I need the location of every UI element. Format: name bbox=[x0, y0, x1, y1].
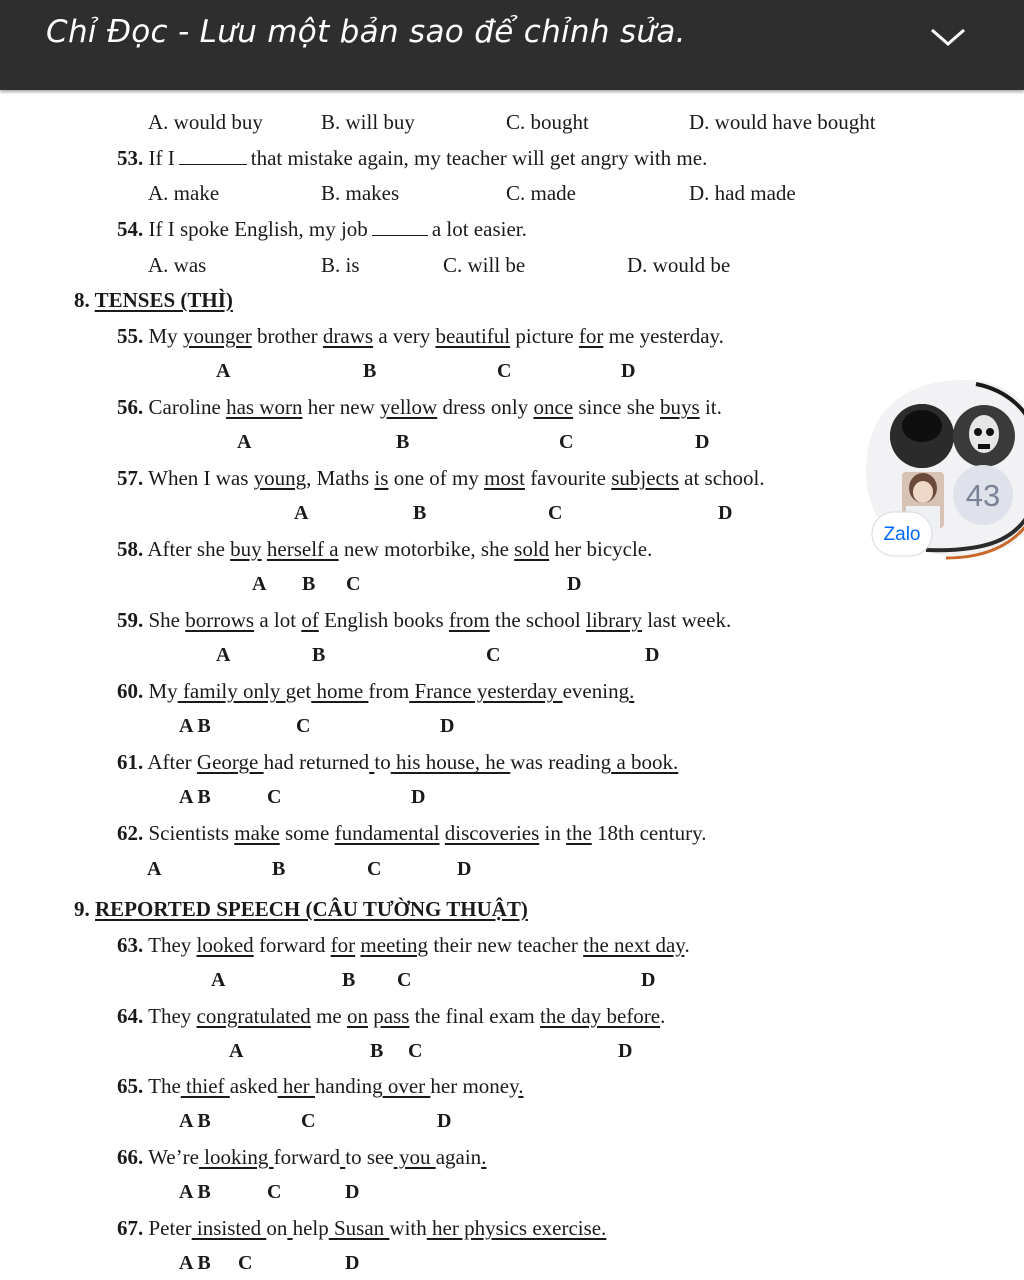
text-segment: new motorbike, she bbox=[338, 537, 515, 561]
question-number: 67. bbox=[117, 1216, 144, 1240]
text-segment: Peter bbox=[148, 1216, 192, 1240]
option-d: D. would be bbox=[627, 253, 731, 277]
marker-d: D bbox=[345, 1252, 360, 1274]
zalo-logo[interactable] bbox=[872, 512, 932, 556]
text-segment: 18th century. bbox=[591, 821, 707, 845]
question-62 bbox=[117, 820, 706, 846]
underlined-segment: younger bbox=[182, 324, 252, 348]
underlined-segment: meeting bbox=[360, 933, 429, 957]
underlined-segment: buys bbox=[660, 395, 700, 419]
marker-a: A bbox=[252, 573, 267, 595]
marker-ab: A B bbox=[179, 786, 211, 808]
underlined-segment: a book. bbox=[611, 750, 679, 774]
question-59 bbox=[117, 607, 731, 633]
marker-d: D bbox=[440, 715, 455, 737]
text-segment: The bbox=[148, 1074, 181, 1098]
marker-ab: A B bbox=[179, 715, 211, 737]
text-segment: her new bbox=[302, 395, 381, 419]
text-segment: me bbox=[310, 1004, 347, 1028]
text-segment: a lot bbox=[254, 608, 302, 632]
text-segment: get bbox=[285, 679, 312, 703]
question-text: a lot easier. bbox=[431, 217, 527, 241]
underlined-segment: George bbox=[196, 750, 264, 774]
marker-c: C bbox=[559, 431, 574, 453]
question-66 bbox=[117, 1144, 486, 1170]
marker-d: D bbox=[718, 502, 733, 524]
marker-d: D bbox=[567, 573, 582, 595]
option-d: D. had made bbox=[689, 181, 796, 205]
underlined-segment: buy bbox=[230, 537, 262, 561]
question-number: 59. bbox=[117, 608, 144, 632]
marker-c: C bbox=[548, 502, 563, 524]
underlined-segment: yellow bbox=[380, 395, 438, 419]
underlined-segment: library bbox=[585, 608, 642, 632]
underlined-segment: of bbox=[301, 608, 319, 632]
marker-a: A bbox=[147, 858, 162, 880]
contact-avatar[interactable] bbox=[953, 405, 1015, 467]
marker-c: C bbox=[346, 573, 361, 595]
zalo-bubble-graphic[interactable] bbox=[866, 380, 1024, 560]
marker-c: C bbox=[238, 1252, 253, 1274]
marker-b: B bbox=[363, 360, 377, 382]
underlined-segment: looked bbox=[196, 933, 254, 957]
section-heading-reported-speech bbox=[74, 896, 528, 922]
question-55 bbox=[117, 323, 724, 349]
underlined-segment: once bbox=[533, 395, 574, 419]
underlined-segment: has worn bbox=[226, 395, 303, 419]
underlined-segment: discoveries bbox=[444, 821, 540, 845]
text-segment: to see bbox=[345, 1145, 394, 1169]
question-number: 60. bbox=[117, 679, 144, 703]
question-number: 56. bbox=[117, 395, 144, 419]
text-segment: Caroline bbox=[148, 395, 227, 419]
text-segment: , Maths bbox=[306, 466, 375, 490]
text-segment: My bbox=[148, 324, 183, 348]
marker-ab: A B bbox=[179, 1181, 211, 1203]
text-segment: She bbox=[148, 608, 186, 632]
underlined-segment: France yesterday bbox=[409, 679, 563, 703]
marker-d: D bbox=[618, 1040, 633, 1062]
section-number: 8. bbox=[74, 288, 90, 312]
section-title: REPORTED SPEECH (CÂU TƯỜNG THUẬT) bbox=[95, 897, 528, 921]
underlined-segment: congratulated bbox=[196, 1004, 311, 1028]
marker-b: B bbox=[302, 573, 316, 595]
marker-a: A bbox=[216, 644, 231, 666]
text-segment: since she bbox=[573, 395, 660, 419]
underlined-segment: draws bbox=[322, 324, 374, 348]
text-segment: it. bbox=[699, 395, 722, 419]
zalo-chat-bubble[interactable] bbox=[866, 380, 1024, 560]
question-60 bbox=[117, 678, 634, 704]
marker-c: C bbox=[497, 360, 512, 382]
marker-c: C bbox=[486, 644, 501, 666]
text-segment: brother bbox=[251, 324, 323, 348]
contact-avatar[interactable] bbox=[890, 404, 954, 468]
text-segment: handing bbox=[314, 1074, 383, 1098]
option-a: A. was bbox=[148, 253, 207, 277]
text-segment: We’re bbox=[148, 1145, 199, 1169]
underlined-segment: pass bbox=[373, 1004, 410, 1028]
text-segment: forward bbox=[273, 1145, 341, 1169]
question-text: If I spoke English, my job bbox=[148, 217, 368, 241]
underlined-segment: home bbox=[311, 679, 369, 703]
underlined-segment: herself a bbox=[266, 537, 339, 561]
marker-a: A bbox=[216, 360, 231, 382]
text-segment: When I was bbox=[148, 466, 254, 490]
text-segment: English books bbox=[318, 608, 449, 632]
underlined-segment: subjects bbox=[611, 466, 679, 490]
text-segment: again bbox=[435, 1145, 482, 1169]
text-segment: on bbox=[266, 1216, 288, 1240]
text-segment: their new teacher bbox=[428, 933, 584, 957]
marker-c: C bbox=[301, 1110, 316, 1132]
zalo-label: Zalo bbox=[883, 524, 921, 545]
text-segment: help bbox=[292, 1216, 329, 1240]
marker-c: C bbox=[267, 786, 282, 808]
question-number: 54. bbox=[117, 217, 144, 241]
underlined-segment: young bbox=[253, 466, 307, 490]
marker-a: A bbox=[211, 969, 226, 991]
text-segment: the school bbox=[489, 608, 586, 632]
option-b: B. is bbox=[321, 253, 360, 277]
text-segment: Scientists bbox=[148, 821, 235, 845]
marker-a: A bbox=[237, 431, 252, 453]
underlined-segment: insisted bbox=[191, 1216, 267, 1240]
question-number: 64. bbox=[117, 1004, 144, 1028]
answer-blank bbox=[179, 146, 247, 165]
unread-count: 43 bbox=[965, 478, 1001, 513]
text-segment: evening bbox=[562, 679, 630, 703]
underlined-segment: . bbox=[518, 1074, 524, 1098]
underlined-segment: . bbox=[481, 1145, 487, 1169]
text-segment: They bbox=[148, 933, 197, 957]
text-segment: her bicycle. bbox=[549, 537, 653, 561]
text-segment: was reading bbox=[510, 750, 612, 774]
text-segment: forward bbox=[253, 933, 331, 957]
underlined-segment: . bbox=[629, 679, 635, 703]
text-segment: a very bbox=[373, 324, 436, 348]
marker-c: C bbox=[408, 1040, 423, 1062]
marker-d: D bbox=[457, 858, 472, 880]
option-c: C. bought bbox=[506, 110, 589, 134]
underlined-segment: sold bbox=[514, 537, 550, 561]
marker-a: A bbox=[294, 502, 309, 524]
question-58 bbox=[117, 536, 652, 562]
question-number: 53. bbox=[117, 146, 144, 170]
option-c: C. will be bbox=[443, 253, 526, 277]
marker-c: C bbox=[267, 1181, 282, 1203]
question-text: If I bbox=[148, 146, 175, 170]
underlined-segment: over bbox=[382, 1074, 431, 1098]
question-64 bbox=[117, 1003, 665, 1029]
underlined-segment: the bbox=[566, 821, 592, 845]
section-number: 9. bbox=[74, 897, 90, 921]
text-segment: dress only bbox=[437, 395, 534, 419]
question-number: 65. bbox=[117, 1074, 144, 1098]
marker-d: D bbox=[437, 1110, 452, 1132]
text-segment: the final exam bbox=[409, 1004, 541, 1028]
underlined-segment: looking bbox=[198, 1145, 274, 1169]
text-segment: They bbox=[148, 1004, 197, 1028]
underlined-segment: for bbox=[578, 324, 604, 348]
text-segment: last week. bbox=[641, 608, 732, 632]
underlined-segment: thief bbox=[180, 1074, 230, 1098]
marker-d: D bbox=[345, 1181, 360, 1203]
marker-b: B bbox=[272, 858, 286, 880]
option-b: B. makes bbox=[321, 181, 400, 205]
underlined-segment: her bbox=[277, 1074, 315, 1098]
text-segment: My bbox=[148, 679, 178, 703]
text-segment: one of my bbox=[388, 466, 485, 490]
question-63 bbox=[117, 932, 690, 958]
text-segment: had returned bbox=[263, 750, 370, 774]
text-segment: favourite bbox=[524, 466, 612, 490]
question-number: 57. bbox=[117, 466, 144, 490]
underlined-segment: family only bbox=[177, 679, 286, 703]
marker-c: C bbox=[397, 969, 412, 991]
marker-ab: A B bbox=[179, 1252, 211, 1274]
question-number: 63. bbox=[117, 933, 144, 957]
question-number: 55. bbox=[117, 324, 144, 348]
underlined-segment: her physics exercise. bbox=[426, 1216, 607, 1240]
chevron-down-icon[interactable] bbox=[928, 22, 968, 52]
underlined-segment: most bbox=[484, 466, 525, 490]
question-number: 58. bbox=[117, 537, 144, 561]
marker-b: B bbox=[312, 644, 326, 666]
read-only-banner bbox=[0, 0, 1024, 90]
option-a: A. would buy bbox=[148, 110, 263, 134]
question-number: 66. bbox=[117, 1145, 144, 1169]
marker-b: B bbox=[370, 1040, 384, 1062]
question-56 bbox=[117, 394, 722, 420]
text-segment: After she bbox=[147, 537, 231, 561]
question-61 bbox=[117, 749, 678, 775]
question-number: 61. bbox=[117, 750, 144, 774]
text-segment: asked bbox=[229, 1074, 278, 1098]
text-segment: me yesterday. bbox=[603, 324, 724, 348]
underlined-segment: is bbox=[374, 466, 389, 490]
marker-b: B bbox=[413, 502, 427, 524]
question-text: that mistake again, my teacher will get angry with me. bbox=[250, 146, 708, 170]
marker-d: D bbox=[621, 360, 636, 382]
text-segment: picture bbox=[510, 324, 579, 348]
marker-d: D bbox=[645, 644, 660, 666]
marker-d: D bbox=[695, 431, 710, 453]
section-heading-tenses bbox=[74, 287, 233, 313]
question-67 bbox=[117, 1215, 606, 1241]
option-c: C. made bbox=[506, 181, 576, 205]
marker-c: C bbox=[296, 715, 311, 737]
question-57 bbox=[117, 465, 765, 491]
option-d: D. would have bought bbox=[689, 110, 876, 134]
marker-c: C bbox=[367, 858, 382, 880]
answer-blank bbox=[372, 217, 428, 236]
option-a: A. make bbox=[148, 181, 220, 205]
read-only-title: Chỉ Đọc - Lưu một bản sao để chỉnh sửa. bbox=[46, 14, 686, 50]
text-segment: . bbox=[660, 1004, 666, 1028]
underlined-segment: beautiful bbox=[435, 324, 511, 348]
text-segment: . bbox=[684, 933, 690, 957]
underlined-segment: borrows bbox=[185, 608, 255, 632]
question-54 bbox=[117, 216, 527, 242]
underlined-segment: make bbox=[234, 821, 280, 845]
underlined-segment: you bbox=[393, 1145, 436, 1169]
text-segment: her money bbox=[430, 1074, 519, 1098]
marker-b: B bbox=[396, 431, 410, 453]
text-segment: at school. bbox=[678, 466, 765, 490]
text-segment: After bbox=[147, 750, 197, 774]
underlined-segment: the day before bbox=[540, 1004, 661, 1028]
underlined-segment: fundamental bbox=[334, 821, 440, 845]
option-b: B. will buy bbox=[321, 110, 415, 134]
text-segment: from bbox=[368, 679, 410, 703]
underlined-segment: for bbox=[330, 933, 356, 957]
underlined-segment: the next day bbox=[583, 933, 685, 957]
marker-ab: A B bbox=[179, 1110, 211, 1132]
marker-a: A bbox=[229, 1040, 244, 1062]
marker-d: D bbox=[411, 786, 426, 808]
text-segment: in bbox=[539, 821, 567, 845]
underlined-segment: his house, he bbox=[390, 750, 511, 774]
text-segment: some bbox=[279, 821, 335, 845]
text-segment: with bbox=[389, 1216, 427, 1240]
text-segment: to bbox=[374, 750, 391, 774]
underlined-segment: Susan bbox=[328, 1216, 390, 1240]
question-53 bbox=[117, 145, 707, 171]
marker-b: B bbox=[342, 969, 356, 991]
underlined-segment: on bbox=[346, 1004, 368, 1028]
question-number: 62. bbox=[117, 821, 144, 845]
section-title: TENSES (THÌ) bbox=[94, 288, 233, 312]
marker-d: D bbox=[641, 969, 656, 991]
question-65 bbox=[117, 1073, 524, 1099]
underlined-segment: from bbox=[448, 608, 490, 632]
